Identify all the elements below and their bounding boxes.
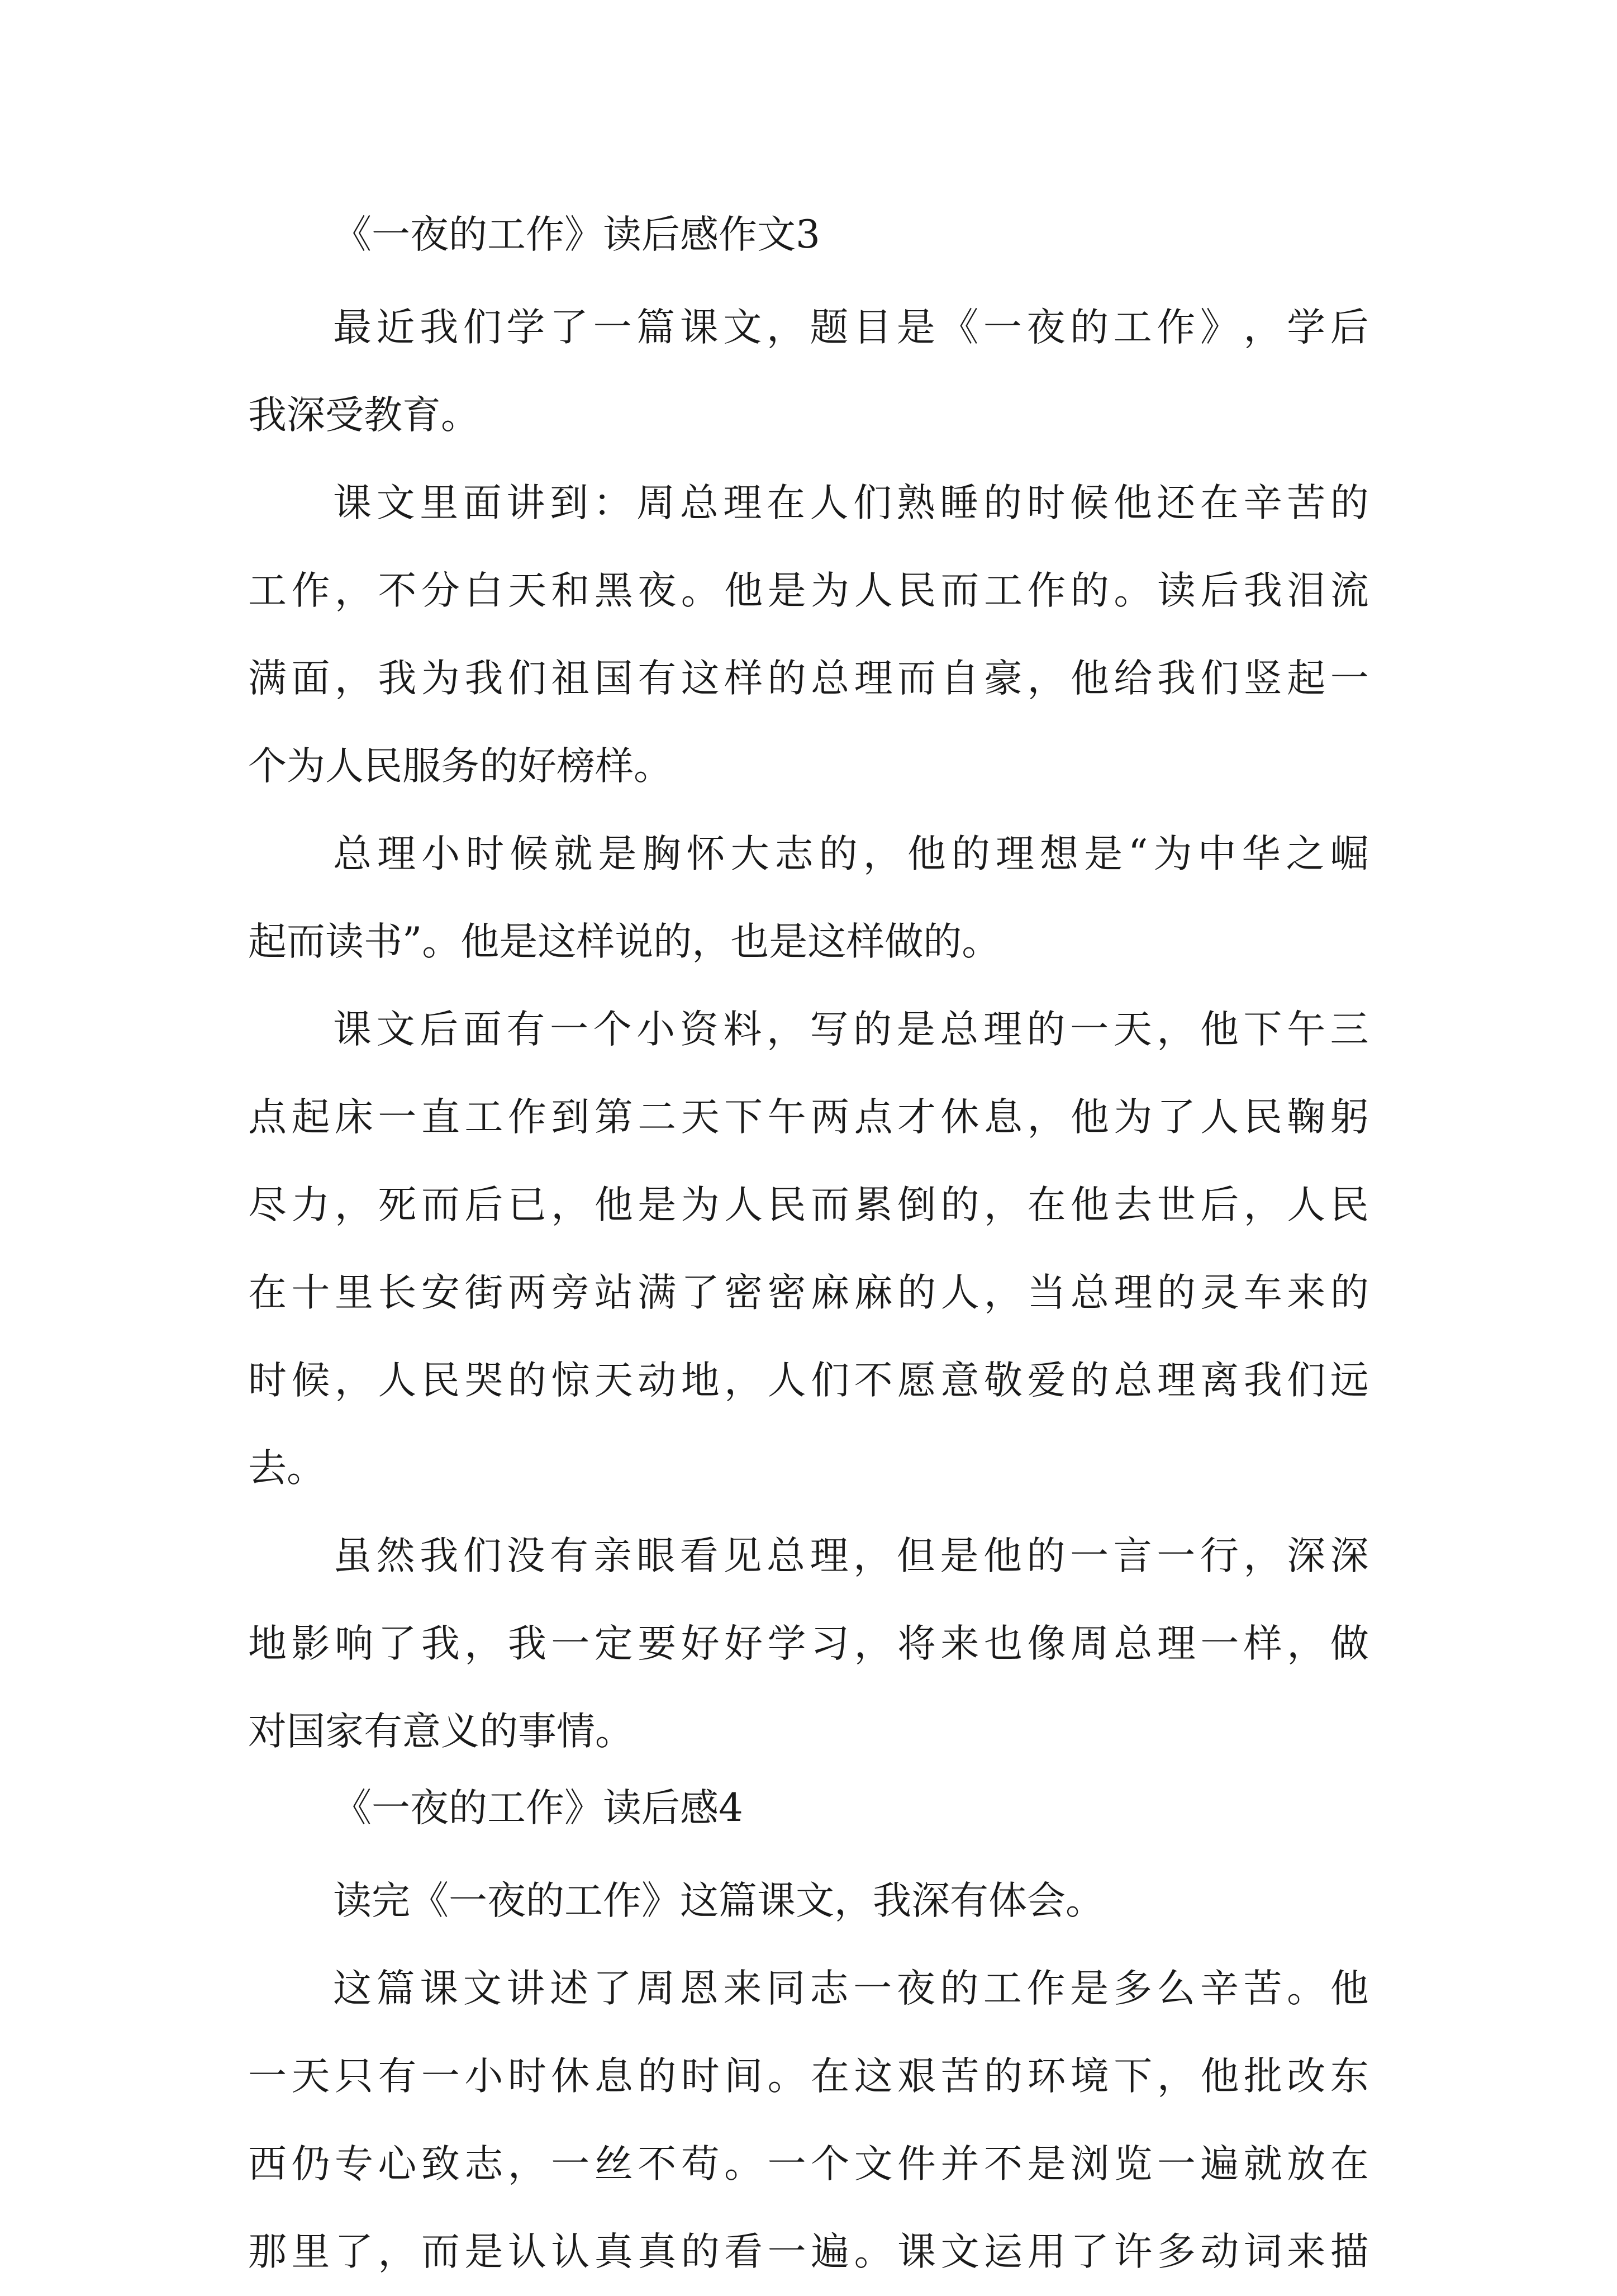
text-line: 时 候 ， 人 民 哭 的 惊 天 动 地 ， 人 们 不 愿 意 敬 爱 的 总 理 离 我 们 远 (248, 1358, 1369, 1403)
text-line: 去。 (248, 1446, 325, 1491)
document-body (248, 208, 1369, 2296)
text-line: 读完《一夜的工作》这篇课文，我深有体会。 (333, 1878, 1104, 1923)
text-line: 我深受教育。 (248, 393, 479, 438)
section-title-text: 《一夜的工作》读后感4 (333, 1786, 743, 1830)
paragraph (248, 459, 1369, 810)
section-title (248, 1781, 1369, 1835)
paragraph (248, 810, 1369, 986)
text-line: 地 影 响 了 我 ， 我 一 定 要 好 好 学 习 ， 将 来 也 像 周 总 理 一 样 ， 做 (248, 1621, 1369, 1666)
text-line: 工 作 ， 不 分 白 天 和 黑 夜 。 他 是 为 人 民 而 工 作 的 。 读 后 我 泪 流 (248, 568, 1369, 613)
text-line: 课 文 后 面 有 一 个 小 资 料 ， 写 的 是 总 理 的 一 天 ， 他 下 午 三 (333, 1007, 1369, 1052)
text-line: 一 天 只 有 一 小 时 休 息 的 时 间 。 在 这 艰 苦 的 环 境 下 ， 他 批 改 东 (248, 2054, 1369, 2099)
text-line: 西 仍 专 心 致 志 ， 一 丝 不 苟 。 一 个 文 件 并 不 是 浏 览 一 遍 就 放 在 (248, 2142, 1369, 2186)
text-line: 课 文 里 面 讲 到 ： 周 总 理 在 人 们 熟 睡 的 时 候 他 还 在 辛 苦 的 (333, 481, 1369, 525)
paragraph (248, 986, 1369, 1512)
section-title (248, 208, 1369, 262)
text-line: 起而读书”。他是这样说的，也是这样做的。 (248, 919, 1001, 964)
paragraph (248, 1945, 1369, 2296)
text-line: 这 篇 课 文 讲 述 了 周 恩 来 同 志 一 夜 的 工 作 是 多 么 辛 苦 。 他 (333, 1966, 1369, 2011)
text-line: 那 里 了 ， 而 是 认 认 真 真 的 看 一 遍 。 课 文 运 用 了 许 多 动 词 来 描 (248, 2229, 1369, 2274)
text-line: 满 面 ， 我 为 我 们 祖 国 有 这 样 的 总 理 而 自 豪 ， 他 给 我 们 竖 起 一 (248, 656, 1369, 701)
text-line: 点 起 床 一 直 工 作 到 第 二 天 下 午 两 点 才 休 息 ， 他 为 了 人 民 鞠 躬 (248, 1095, 1369, 1140)
text-line: 最 近 我 们 学 了 一 篇 课 文 ， 题 目 是 《 一 夜 的 工 作 》 ， 学 后 (333, 305, 1369, 350)
text-line: 对国家有意义的事情。 (248, 1709, 634, 1754)
paragraph (248, 284, 1369, 459)
text-line: 个为人民服务的好榜样。 (248, 744, 672, 789)
text-line: 尽 力 ， 死 而 后 已 ， 他 是 为 人 民 而 累 倒 的 ， 在 他 去 世 后 ， 人 民 (248, 1183, 1369, 1227)
paragraph (248, 1512, 1369, 1776)
section-title-text: 《一夜的工作》读后感作文3 (333, 212, 820, 257)
paragraph (248, 1857, 1369, 1945)
text-line: 虽 然 我 们 没 有 亲 眼 看 见 总 理 ， 但 是 他 的 一 言 一 行 ， 深 深 (333, 1534, 1369, 1578)
text-line: 在 十 里 长 安 街 两 旁 站 满 了 密 密 麻 麻 的 人 ， 当 总 理 的 灵 车 来 的 (248, 1270, 1369, 1315)
text-line: 总 理 小 时 候 就 是 胸 怀 大 志 的 ， 他 的 理 想 是 “ 为 中 华 之 崛 (333, 832, 1369, 876)
